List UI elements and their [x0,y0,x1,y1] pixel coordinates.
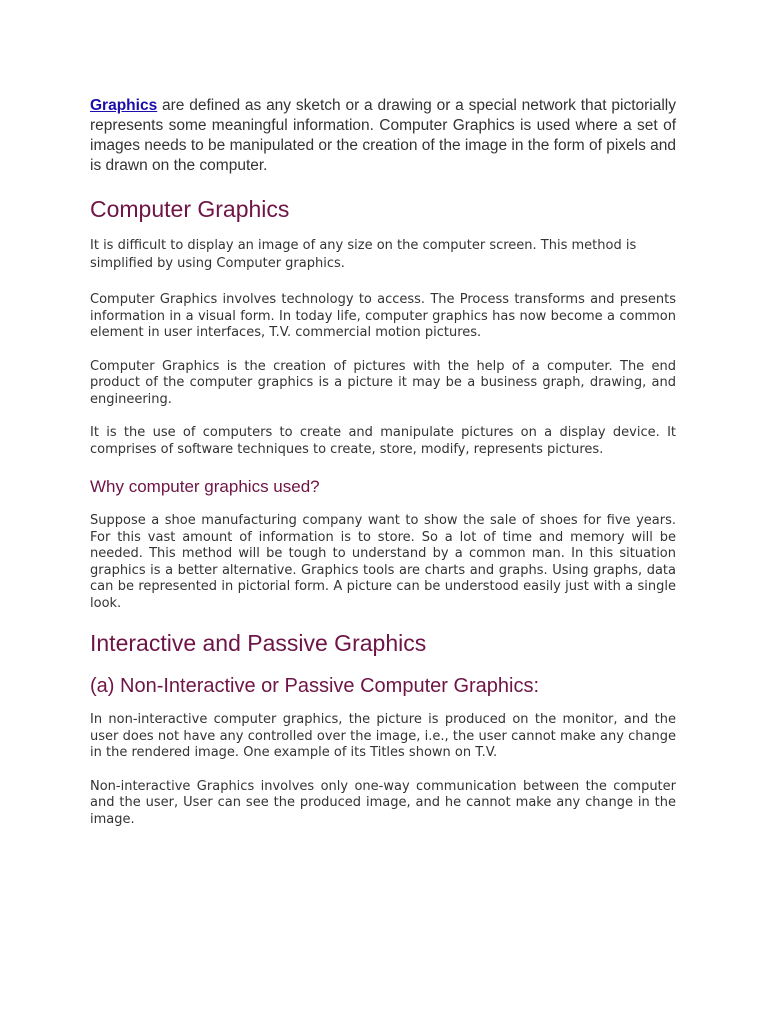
paragraph-cg-1: It is difficult to display an image of any size on the computer screen. This method is simplified by using Computer graphics. [90,238,637,271]
intro-paragraph [90,96,676,176]
paragraph-cg-3: Computer Graphics is the creation of pictures with the help of a computer. The end product of the computer graphics is a picture it may be a business graph, drawing, and engineering. [90,358,676,407]
graphics-link[interactable]: Graphics [90,97,158,114]
paragraph-cg-2: Computer Graphics involves technology to access. The Process transforms and presents information in a visual form. In today life, computer graphics has now become a common element in user interfaces, T.V. commercial motion pictures. [90,292,676,340]
heading-why-used: Why computer graphics used? [90,477,320,496]
document-page [90,96,676,828]
subheading-non-interactive: (a) Non-Interactive or Passive Computer Graphics: [90,675,540,697]
paragraph-ni-1: In non-interactive computer graphics, the picture is produced on the monitor, and the user does not have any controlled over the image, i.e., the user cannot make any change in the rendered image. One example of its Titles shown on T.V. [90,712,676,760]
heading-computer-graphics: Computer Graphics [90,196,290,222]
paragraph-ni-2: Non-interactive Graphics involves only one-way communication between the computer and the user, User can see the produced image, and he cannot make any change in the image. [90,778,676,827]
intro-text: are defined as any sketch or a drawing or a special network that pictorially represents some meaningful information. Computer Graphics is used where a set of images needs to be manipulated or the creation of the image in the form of pixels and is drawn on the computer. [90,97,676,174]
paragraph-why-used: Suppose a shoe manufacturing company want to show the sale of shoes for five years. For this vast amount of information is to store. So a lot of time and memory will be needed. This method will be tough to understand by a common man. In this situation graphics is a better alternative. Graphics tools are charts and graphs. Using graphs, data can be represented in pictorial form. A picture can be understood easily just with a single look. [90,513,676,611]
paragraph-cg-4: It is the use of computers to create and manipulate pictures on a display device. It comprises of software techniques to create, store, modify, represents pictures. [90,425,676,457]
heading-interactive-passive: Interactive and Passive Graphics [90,630,427,656]
